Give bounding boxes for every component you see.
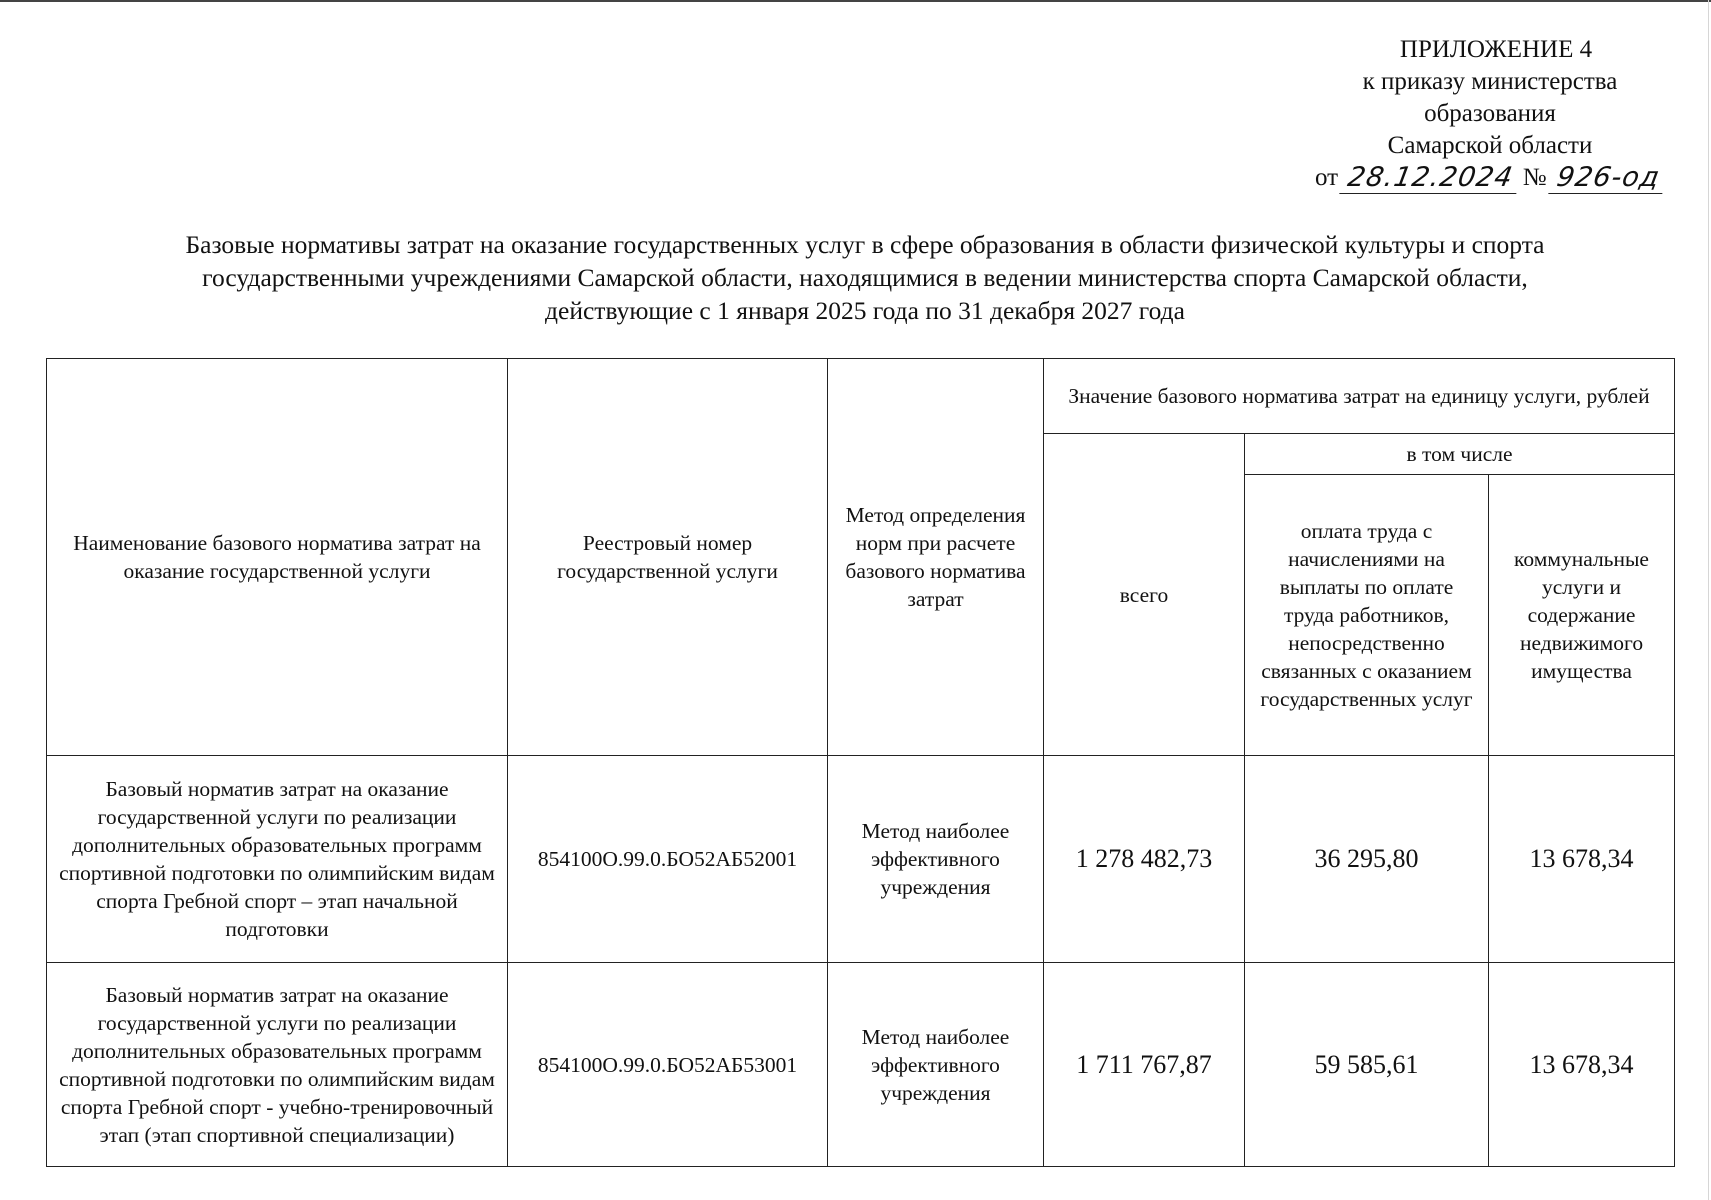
document-title (40, 228, 1690, 327)
cost-standards-table (46, 358, 1675, 1167)
table-row (47, 756, 1675, 963)
appendix-block (1290, 34, 1690, 194)
header-registry: Реестровый номер государственной услуги (508, 359, 828, 756)
row-labor: 59 585,61 (1245, 963, 1489, 1167)
order-date-line (1315, 162, 1665, 194)
appendix-line-2: образования (1424, 100, 1556, 127)
header-method: Метод определения норм при расчете базового норматива затрат (828, 359, 1044, 756)
header-row-top (47, 359, 1675, 434)
handwritten-date: 28.12.2024 (1339, 163, 1521, 194)
table-row (47, 963, 1675, 1167)
row-method: Метод наиболее эффективного учреждения (828, 963, 1044, 1167)
row-total: 1 278 482,73 (1044, 756, 1245, 963)
row-name: Базовый норматив затрат на оказание государственной услуги по реализации дополнительных образовательных программ спортивной подготовки по олимпийским видам спорта Гребной спорт - учебно-тренировочный этап (этап спортивной специализации) (47, 963, 508, 1167)
handwritten-number: 926-од (1548, 163, 1668, 194)
header-name: Наименование базового норматива затрат на оказание государственной услуги (47, 359, 508, 756)
title-line-2: государственными учреждениями Самарской области, находящимися в ведении министерства спорта Самарской области, (202, 263, 1528, 292)
number-sign: № (1522, 164, 1547, 191)
header-total: всего (1044, 434, 1245, 756)
title-line-3: действующие с 1 января 2025 года по 31 декабря 2027 года (545, 296, 1185, 325)
row-registry: 854100О.99.0.БО52АБ53001 (508, 963, 828, 1167)
header-including: в том числе (1245, 434, 1675, 475)
row-registry: 854100О.99.0.БО52АБ52001 (508, 756, 828, 963)
appendix-line-1: к приказу министерства (1362, 68, 1618, 95)
appendix-heading: ПРИЛОЖЕНИЕ 4 (1399, 36, 1593, 63)
top-border (0, 0, 1711, 2)
row-name: Базовый норматив затрат на оказание государственной услуги по реализации дополнительных образовательных программ спортивной подготовки по олимпийским видам спорта Гребной спорт – этап начальной подготовки (47, 756, 508, 963)
row-utilities: 13 678,34 (1489, 963, 1675, 1167)
right-border (1708, 0, 1709, 1200)
row-labor: 36 295,80 (1245, 756, 1489, 963)
row-method: Метод наиболее эффективного учреждения (828, 756, 1044, 963)
header-labor: оплата труда с начислениями на выплаты по оплате труда работников, непосредственно связанных с оказанием государственных услуг (1245, 475, 1489, 756)
appendix-line-3: Самарской области (1387, 132, 1593, 159)
row-utilities: 13 678,34 (1489, 756, 1675, 963)
header-value-group: Значение базового норматива затрат на единицу услуги, рублей (1044, 359, 1675, 434)
date-prefix: от (1314, 164, 1339, 191)
header-utilities: коммунальные услуги и содержание недвижимого имущества (1489, 475, 1675, 756)
title-line-1: Базовые нормативы затрат на оказание государственных услуг в сфере образования в области физической культуры и спорта (185, 230, 1545, 259)
row-total: 1 711 767,87 (1044, 963, 1245, 1167)
